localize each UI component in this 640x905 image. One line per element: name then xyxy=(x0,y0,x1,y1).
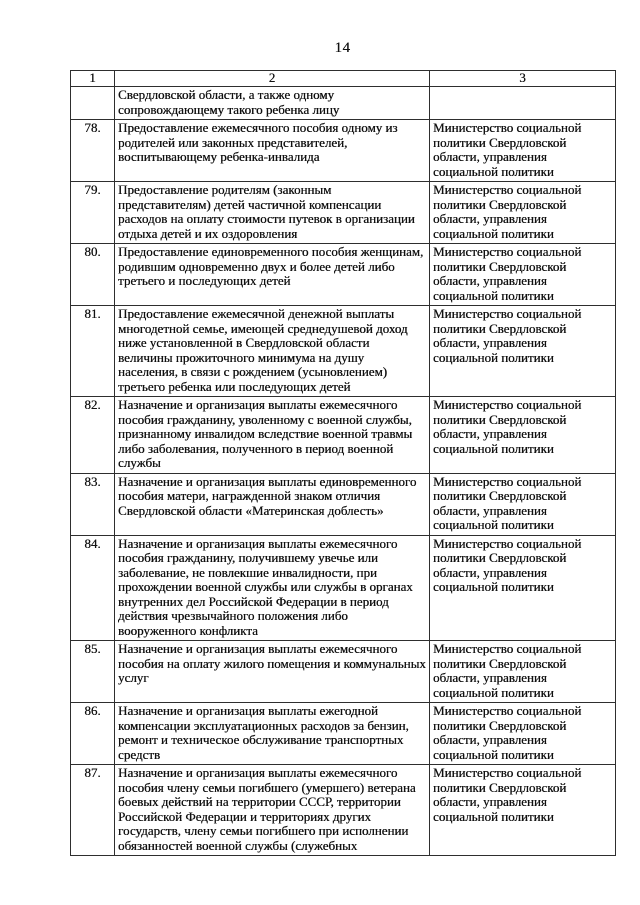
row-number-cell: 81. xyxy=(71,306,115,397)
service-cell: Свердловской области, а также одному сопровождающему такого ребенка лицу xyxy=(115,87,430,120)
table-row xyxy=(71,397,616,474)
service-cell: Назначение и организация выплаты ежемесячного пособия члену семьи погибшего (умершего) ветерана боевых действий на территории СССР, территории Российской Федерации и территориях других государств, члену семьи погибшего при исполнении обязанностей военной службы (служебных xyxy=(115,765,430,856)
services-table xyxy=(70,70,616,856)
service-cell: Предоставление ежемесячного пособия одному из родителей или законных представителей, воспитывающему ребенка-инвалида xyxy=(115,120,430,182)
row-number-cell: 85. xyxy=(71,641,115,703)
table-row xyxy=(71,306,616,397)
row-number-cell: 84. xyxy=(71,535,115,641)
service-cell: Предоставление единовременного пособия женщинам, родившим одновременно двух и более детей либо третьего и последующих детей xyxy=(115,244,430,306)
authority-cell: Министерство социальной политики Свердловской области, управления социальной политики xyxy=(430,641,616,703)
authority-cell: Министерство социальной политики Свердловской области, управления социальной политики xyxy=(430,120,616,182)
row-number-cell: 86. xyxy=(71,703,115,765)
row-number-cell: 82. xyxy=(71,397,115,474)
authority-cell xyxy=(430,87,616,120)
service-cell: Предоставление родителям (законным представителям) детей частичной компенсации расходов на оплату стоимости путевок в организации отдыха детей и их оздоровления xyxy=(115,182,430,244)
row-number-cell: 80. xyxy=(71,244,115,306)
authority-cell: Министерство социальной политики Свердловской области, управления социальной политики xyxy=(430,703,616,765)
header-row xyxy=(71,71,616,87)
row-number-cell: 83. xyxy=(71,473,115,535)
authority-cell: Министерство социальной политики Свердловской области, управления социальной политики xyxy=(430,182,616,244)
authority-cell: Министерство социальной политики Свердловской области, управления социальной политики xyxy=(430,535,616,641)
column-header-service: 2 xyxy=(115,71,430,87)
row-number-cell: 79. xyxy=(71,182,115,244)
table-row xyxy=(71,244,616,306)
row-number-cell xyxy=(71,87,115,120)
row-number-cell: 87. xyxy=(71,765,115,856)
authority-cell: Министерство социальной политики Свердловской области, управления социальной политики xyxy=(430,765,616,856)
page-number: 14 xyxy=(334,40,351,56)
services-table-body xyxy=(71,87,616,856)
authority-cell: Министерство социальной политики Свердловской области, управления социальной политики xyxy=(430,306,616,397)
service-cell: Назначение и организация выплаты ежемесячного пособия гражданину, получившему увечье или заболевание, не повлекшие инвалидности, при прохождении военной службы или службы в органах внутренних дел Российской Федерации в период действия чрезвычайного положения либо вооруженного конфликта xyxy=(115,535,430,641)
table-row xyxy=(71,120,616,182)
row-number-cell: 78. xyxy=(71,120,115,182)
authority-cell: Министерство социальной политики Свердловской области, управления социальной политики xyxy=(430,397,616,474)
table-row xyxy=(71,765,616,856)
services-table-header xyxy=(71,71,616,87)
service-cell: Назначение и организация выплаты ежемесячного пособия гражданину, уволенному с военной службы, признанному инвалидом вследствие военной травмы либо заболевания, полученного в период военной службы xyxy=(115,397,430,474)
table-row xyxy=(71,641,616,703)
table-row xyxy=(71,182,616,244)
service-cell: Предоставление ежемесячной денежной выплаты многодетной семье, имеющей среднедушевой доход ниже установленной в Свердловской области величины прожиточного минимума на душу населения, в связи с рождением (усыновлением) третьего ребенка или последующих детей xyxy=(115,306,430,397)
service-cell: Назначение и организация выплаты ежегодной компенсации эксплуатационных расходов за бензин, ремонт и техническое обслуживание транспортных средств xyxy=(115,703,430,765)
table-row xyxy=(71,87,616,120)
column-header-number: 1 xyxy=(71,71,115,87)
table-row xyxy=(71,703,616,765)
column-header-authority: 3 xyxy=(430,71,616,87)
table-row xyxy=(71,473,616,535)
service-cell: Назначение и организация выплаты единовременного пособия матери, награжденной знаком отличия Свердловской области «Материнская доблесть» xyxy=(115,473,430,535)
authority-cell: Министерство социальной политики Свердловской области, управления социальной политики xyxy=(430,473,616,535)
service-cell: Назначение и организация выплаты ежемесячного пособия на оплату жилого помещения и коммунальных услуг xyxy=(115,641,430,703)
table-row xyxy=(71,535,616,641)
authority-cell: Министерство социальной политики Свердловской области, управления социальной политики xyxy=(430,244,616,306)
